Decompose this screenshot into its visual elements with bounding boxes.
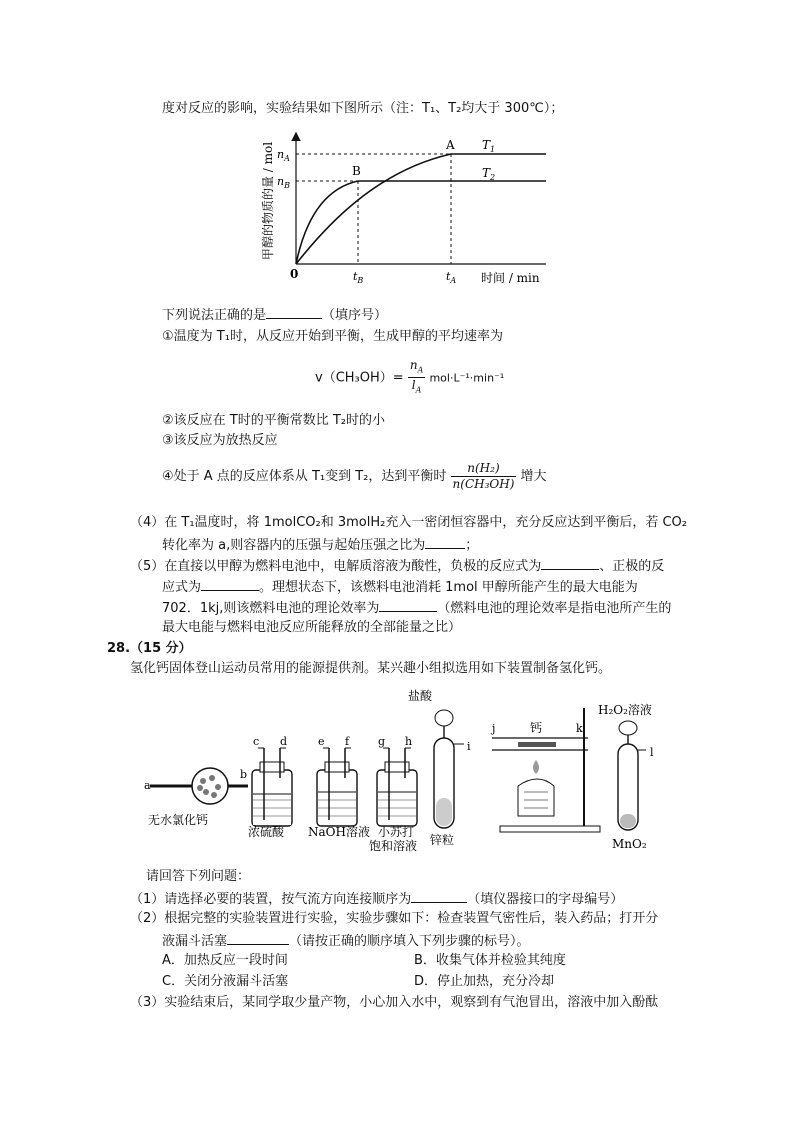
q-prompt: 下列说法正确的是 （填序号） [162, 305, 387, 325]
option-C: C．关闭分液漏斗活塞 [162, 974, 289, 989]
port-b: b [240, 768, 248, 781]
formula-rate: v（CH₃OH）= $\frac{n_A}{l_A}$ mol·L⁻¹·min⁻¹ [315, 358, 504, 398]
q5-line-4: 最大电能与燃料电池反应所能释放的全部能量之比） [162, 620, 462, 635]
part-3: （3）实验结束后，某同学取少量产物，小心加入水中，观察到有气泡冒出，溶液中加入酚酞 [130, 995, 659, 1010]
statement-4: ④处于 A 点的反应体系从 T₁变到 T₂，达到平衡时 $\frac{\text{n(H₂)}}{\text{n(CH₃OH)}}$ 增大 [162, 461, 547, 491]
wash-bottle-naoh [308, 735, 370, 839]
h2o2-label: H₂O₂溶液 [598, 703, 652, 717]
intro-line: 度对反应的影响，实验结果如下图所示（注：T₁、T₂均大于 300℃）； [162, 101, 564, 116]
wash-bottle-conc-acid [248, 735, 292, 839]
q5-line-3: 702．1kj,则该燃料电池的理论效率为 （燃料电池的理论效率是指电池所产生的 [162, 598, 671, 618]
tick-tA: $t_A$ [446, 270, 457, 285]
port-a: a [144, 779, 151, 792]
part-2-line-2: 液漏斗活塞 （请按正确的顺序填入下列步骤的标号）。 [162, 931, 530, 951]
tick-nB: $n_B$ [277, 175, 290, 190]
series-T2-label: $T_2$ [482, 166, 496, 182]
point-B-label: B [352, 164, 361, 178]
port-j: j [492, 722, 496, 735]
option-A: A．加热反应一段时间 [162, 953, 288, 968]
statement-1: ①温度为 T₁时，从反应开始到平衡，生成甲醇的平均速率为 [162, 329, 503, 344]
hcl-label: 盐酸 [408, 689, 433, 703]
drying-tube-label: 无水氯化钙 [148, 813, 209, 827]
soda-label-2: 饱和溶液 [369, 839, 418, 853]
methanol-amount-chart [256, 126, 556, 296]
reaction-tube [490, 708, 600, 832]
tick-tB: $t_B$ [353, 270, 364, 285]
drying-tube [144, 768, 248, 827]
port-c: c [253, 735, 260, 748]
tick-nA: $n_A$ [277, 148, 290, 163]
option-B: B．收集气体并检验其纯度 [414, 953, 566, 968]
apparatus-figure [140, 688, 680, 856]
answer-prompt: 请回答下列问题： [146, 869, 251, 884]
port-i: i [467, 740, 471, 753]
rate-fraction: $\frac{n_A}{l_A}$ [409, 358, 424, 395]
q28-heading: 28.（15 分） [107, 641, 192, 656]
calcium-label: 钙 [530, 721, 543, 735]
port-k: k [576, 722, 583, 735]
q28-intro: 氢化钙固体登山运动员常用的能源提供剂。某兴趣小组拟选用如下装置制备氢化钙。 [130, 661, 612, 676]
port-h: h [405, 735, 413, 748]
port-g: g [378, 735, 386, 748]
series-T1-line [296, 154, 546, 264]
port-l: l [650, 746, 654, 759]
q4-line-2: 转化率为 a,则容器内的压强与起始压强之比为 ； [162, 535, 478, 555]
naoh-label: NaOH溶液 [308, 825, 370, 839]
port-d: d [280, 735, 288, 748]
chart-xlabel: 时间 / min [481, 271, 540, 285]
mno2-label: MnO₂ [612, 837, 647, 851]
origin-label: 0 [290, 267, 299, 281]
chart-ylabel: 甲醇的物质的量 / mol [261, 141, 275, 261]
series-T1-label: $T_1$ [482, 138, 496, 154]
point-A-label: A [446, 138, 455, 152]
port-e: e [318, 735, 325, 748]
part-1: （1）请选择必要的装置，按气流方向连接顺序为 （填仪器接口的字母编号） [130, 889, 623, 909]
zinc-label: 锌粒 [430, 833, 455, 847]
q4-line-1: （4）在 T₁温度时，将 1molCO₂和 3molH₂充入一密闭恒容器中，充分反应达到平衡后，若 CO₂ [130, 515, 687, 530]
conc-acid-label: 浓硫酸 [248, 825, 285, 839]
soda-label-1: 小苏打 [378, 825, 415, 839]
ratio-fraction: $\frac{\text{n(H₂)}}{\text{n(CH₃OH)}}$ [452, 461, 515, 491]
wash-bottle-soda [369, 735, 417, 853]
statement-2: ②该反应在 T时的平衡常数比 T₂时的小 [162, 413, 386, 428]
part-2-line-1: （2）根据完整的实验装置进行实验，实验步骤如下：检查装置气密性后，装入药品；打开分 [130, 911, 659, 926]
q5-line-1: （5）在直接以甲醇为燃料电池中，电解质溶液为酸性，负极的反应式为 、正极的反 [130, 556, 664, 576]
oxygen-generator [598, 702, 654, 851]
statement-3: ③该反应为放热反应 [162, 433, 278, 448]
option-D: D．停止加热，充分冷却 [414, 974, 555, 989]
port-f: f [345, 735, 350, 748]
q5-line-2: 应式为 。理想状态下，该燃料电池消耗 1mol 甲醇所能产生的最大电能为 [162, 577, 638, 597]
